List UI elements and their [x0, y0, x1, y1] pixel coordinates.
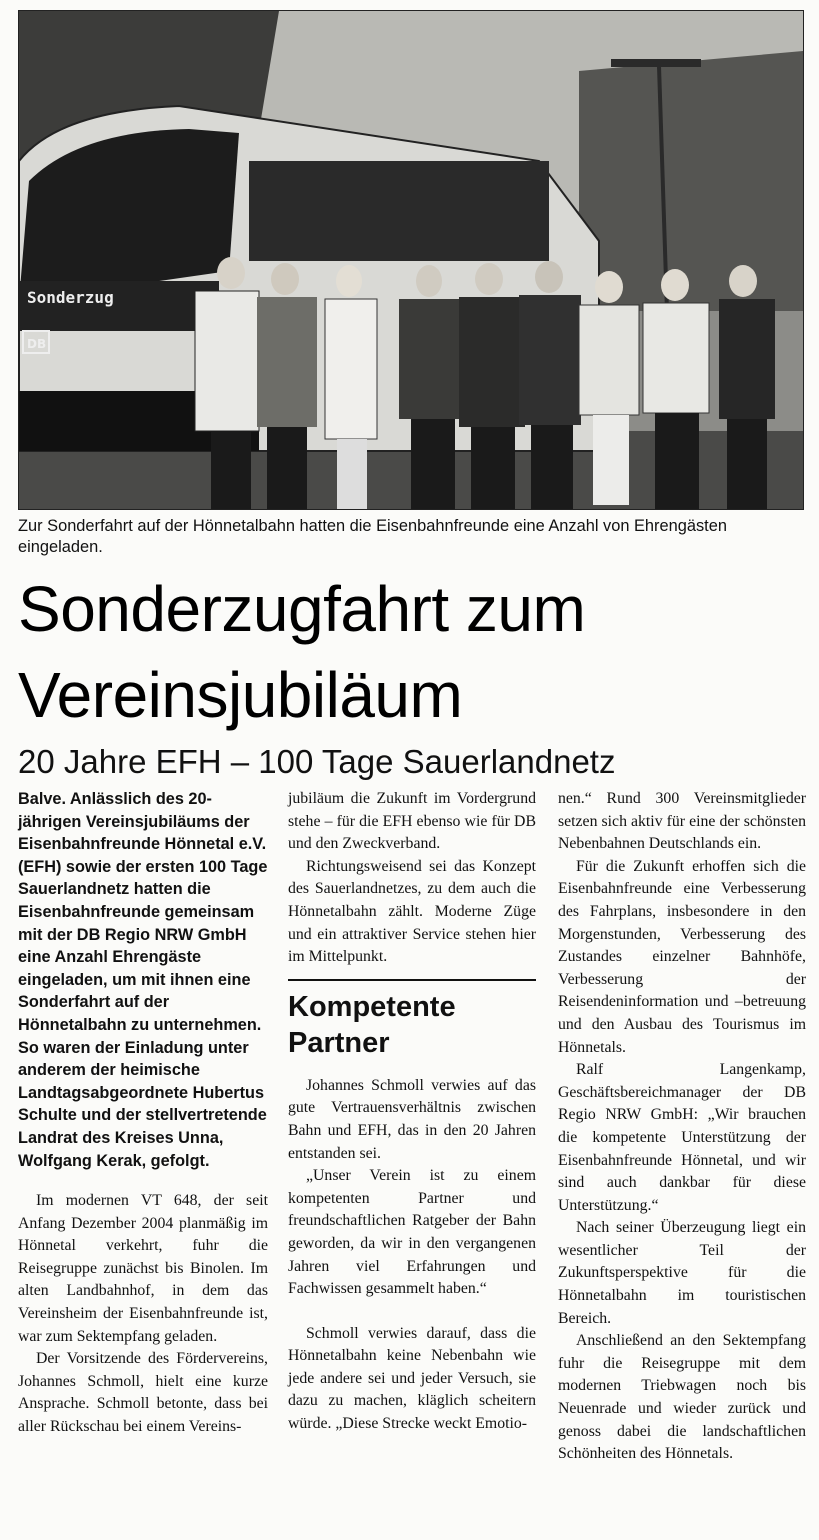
article-paragraph: Nach seiner Überzeugung liegt ein wesentlicher Teil der Zukunftsperspektive für die Hönnetalbahn im touristischen Bereich.	[558, 1219, 806, 1327]
article-paragraph: Für die Zukunft erhoffen sich die Eisenbahnfreunde eine Verbesserung des Fahrplans, insbesondere in den Morgenstunden, Verbesserung des Zustandes einzelner Bahnhöfe, Verbesserung der Reisendeninformation und –betreuung und den Ausbau des Tourismus im Hönnetals.	[558, 857, 806, 1056]
article-column-1	[18, 788, 268, 1439]
article-photo	[18, 10, 804, 510]
photo-caption: Zur Sonderfahrt auf der Hönnetalbahn hatten die Eisenbahnfreunde eine Anzahl von Ehrengästen eingeladen.	[18, 517, 727, 556]
article-paragraph: Anschließend an den Sektempfang fuhr die Reisegruppe mit dem modernen Triebwagen noch bis Neuenrade und wieder zurück und genoss dabei die landschaftlichen Schönheiten des Hönnetals.	[558, 1332, 806, 1463]
article-paragraph: Im modernen VT 648, der seit Anfang Dezember 2004 planmäßig im Hönnetal verkehrt, fuhr die Reisegruppe zunächst bis Binolen. Im alten Landbahnhof, in dem das Vereinsheim der Eisenbahnfreunde ist, war zum Sektempfang geladen.	[18, 1192, 268, 1345]
article-column-3	[558, 788, 806, 1466]
article-paragraph: jubiläum die Zukunft im Vordergrund stehe – für die EFH ebenso wie für DB und den Zweckverband.	[288, 790, 536, 853]
section-heading: Kompetente Partner	[288, 979, 536, 1061]
article-paragraph: Ralf Langenkamp, Geschäftsbereichmanager der DB Regio NRW GmbH: „Wir brauchen die kompetente Unterstützung der Eisenbahnfreunde Hönnetal, und wir sind auch dankbar für diese Unterstützung.“	[558, 1061, 806, 1214]
article-paragraph: nen.“ Rund 300 Vereinsmitglieder setzen sich aktiv für eine der schönsten Nebenbahnen Deutschlands ein.	[558, 790, 806, 853]
article-column-2	[288, 788, 536, 1436]
article-paragraph: Richtungsweisend sei das Konzept des Sauerlandnetzes, zu dem auch die Hönnetalbahn zählt. Moderne Züge und ein attraktiver Service stehen hier im Mittelpunkt.	[288, 857, 536, 966]
svg-text:DB: DB	[27, 337, 47, 351]
article-lead: Balve. Anlässlich des 20-jährigen Vereinsjubiläums der Eisenbahnfreunde Hönnetal e.V. (EFH) sowie der ersten 100 Tage Sauerlandnetz hatten die Eisenbahnfreunde gemeinsam mit der DB Regio NRW GmbH eine Anzahl Ehrengäste eingeladen, um mit ihnen eine Sonderfahrt auf der Hönnetalbahn zu unternehmen. So waren der Einladung unter anderem der heimische Landtagsabgeordnete Hubertus Schulte und der stellvertretende Landrat des Kreises Unna, Wolfgang Kerak, gefolgt.	[18, 790, 268, 1170]
article-paragraph: „Unser Verein ist zu einem kompetenten Partner und freundschaftlichen Ratgeber der Bahn geworden, da wir in den vergangenen Jahren viel Erfahrungen und Fachwissen gesammelt haben.“	[288, 1167, 536, 1298]
subheadline: 20 Jahre EFH – 100 Tage Sauerlandnetz	[18, 743, 616, 780]
article-paragraph: Der Vorsitzende des Fördervereins, Johannes Schmoll, hielt eine kurze Ansprache. Schmoll betonte, dass bei aller Rückschau bei einem Vereins-	[18, 1350, 268, 1436]
article-paragraph: Johannes Schmoll verwies auf das gute Vertrauensverhältnis zwischen Bahn und EFH, das in den 20 Jahren entstanden sei.	[288, 1076, 536, 1162]
train-destination-sign: Sonderzug	[27, 288, 114, 307]
headline: Sonderzugfahrt zum Vereinsjubiläum	[18, 573, 586, 731]
article-paragraph: Schmoll verwies darauf, dass die Hönnetalbahn keine Nebenbahn wie jede andere sei und jeder Versuch, sie dazu zu machen, kläglich scheitern würde. „Diese Strecke weckt Emotio-	[288, 1324, 536, 1433]
